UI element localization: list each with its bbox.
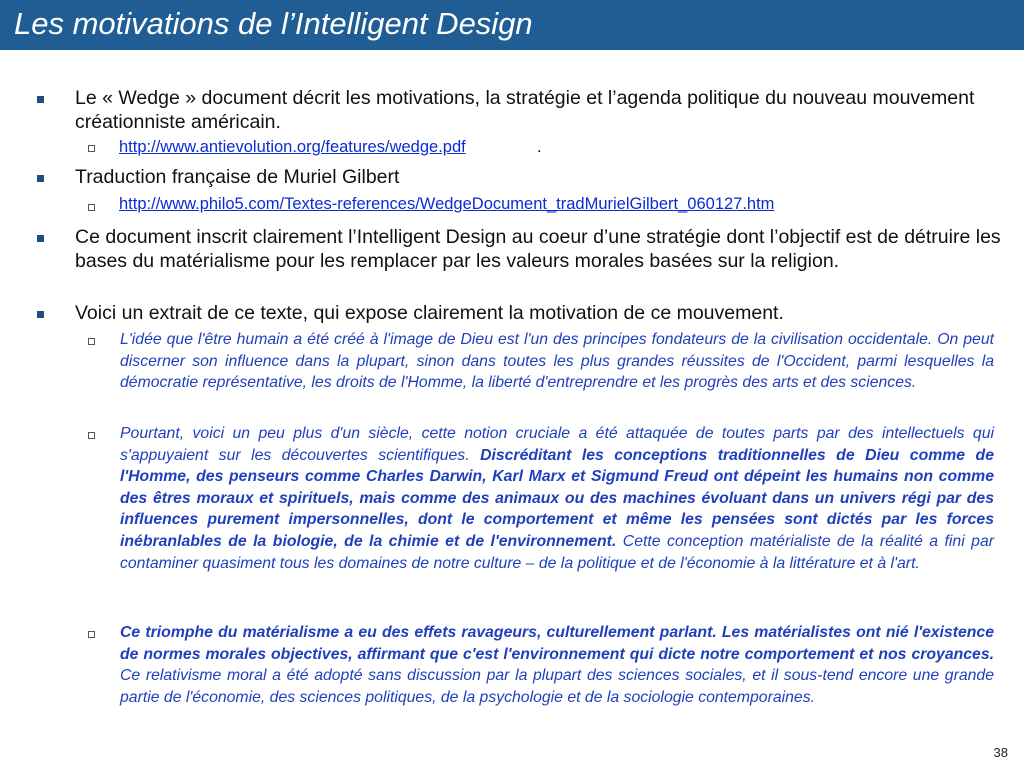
quote-2-ending: Cette conception matérialiste de la réalité a fini par contaminer quasiment tous les domaines de notre culture – de la politique et de l'économie à la littérature et à l'art. bbox=[120, 532, 994, 572]
bullet-intelligent-design-strategy: Ce document inscrit clairement l’Intelligent Design au coeur d’une stratégie dont l’objectif est de détruire les bases du matérialisme pour les remplacer par les valeurs morales basées sur la religion. bbox=[75, 226, 1001, 272]
quote-3-ending: Ce relativisme moral a été adopté sans discussion par la plupart des sciences sociales, et il sous-tend encore une grande partie de l'économie, des sciences politiques, de la psychologie et de la sociologie contemporaines. bbox=[120, 667, 994, 706]
quote-2-intro: Pourtant, voici un peu plus d'un siècle, cette notion cruciale a été attaquée de toutes parts par des intellectuels qui s'appuyaient sur les découvertes scientifiques. bbox=[120, 425, 994, 464]
bullet-translation: Traduction française de Muriel Gilbert bbox=[75, 166, 400, 188]
quote-3-bold: Ce triomphe du matérialisme a eu des effets ravageurs, culturellement parlant. Les matérialistes ont nié l'existence de normes morales objectives, affirmant que c'est l'environnement qui dicte notre comportement et nos croyances. bbox=[120, 624, 994, 663]
philo5-translation-link[interactable]: http://www.philo5.com/Textes-references/WedgeDocument_tradMurielGilbert_060127.htm bbox=[119, 195, 775, 213]
bullet-square-icon bbox=[37, 96, 44, 103]
quote-2-bold: Discréditant les conceptions traditionnelles de Dieu comme de l'Homme, des penseurs comme Charles Darwin, Karl Marx et Sigmund Freud ont dépeint les humains non comme des êtres moraux et spirituels, mais comme des animaux ou des machines évoluant dans un univers régi par des influences purement impersonnelles, dont le comportement et même les pensées sont dictés par les forces inébranlables de la biologie, de la chimie et de l'environnement. bbox=[120, 446, 994, 550]
link-period: . bbox=[537, 138, 542, 156]
sub-bullet-square-icon bbox=[88, 204, 95, 211]
bullet-extract-intro: Voici un extrait de ce texte, qui expose clairement la motivation de ce mouvement. bbox=[75, 302, 784, 324]
quote-paragraph-1: L'idée que l'être humain a été créé à l'image de Dieu est l'un des principes fondateurs de la civilisation occidentale. On peut discerner son influence dans la plupart, sinon dans toutes les plus grandes réussites de l'Occident, parmi lesquelles la démocratie représentative, les droits de l'Homme, la liberté d'entreprendre et les progrès des arts et des sciences. bbox=[120, 331, 994, 392]
bullet-square-icon bbox=[37, 311, 44, 318]
page-number: 38 bbox=[993, 745, 1008, 760]
bullet-square-icon bbox=[37, 235, 44, 242]
sub-bullet-square-icon bbox=[88, 631, 95, 638]
bullet-square-icon bbox=[37, 175, 44, 182]
sub-bullet-square-icon bbox=[88, 432, 95, 439]
bullet-wedge-document: Le « Wedge » document décrit les motivations, la stratégie et l’agenda politique du nouveau mouvement créationniste américain. bbox=[75, 87, 975, 133]
wedge-pdf-link[interactable]: http://www.antievolution.org/features/wedge.pdf bbox=[119, 138, 466, 156]
slide-title: Les motivations de l’Intelligent Design bbox=[14, 6, 533, 41]
quote-paragraph-2 bbox=[120, 423, 994, 574]
quote-paragraph-3 bbox=[120, 622, 994, 708]
sub-bullet-square-icon bbox=[88, 145, 95, 152]
sub-bullet-square-icon bbox=[88, 338, 95, 345]
